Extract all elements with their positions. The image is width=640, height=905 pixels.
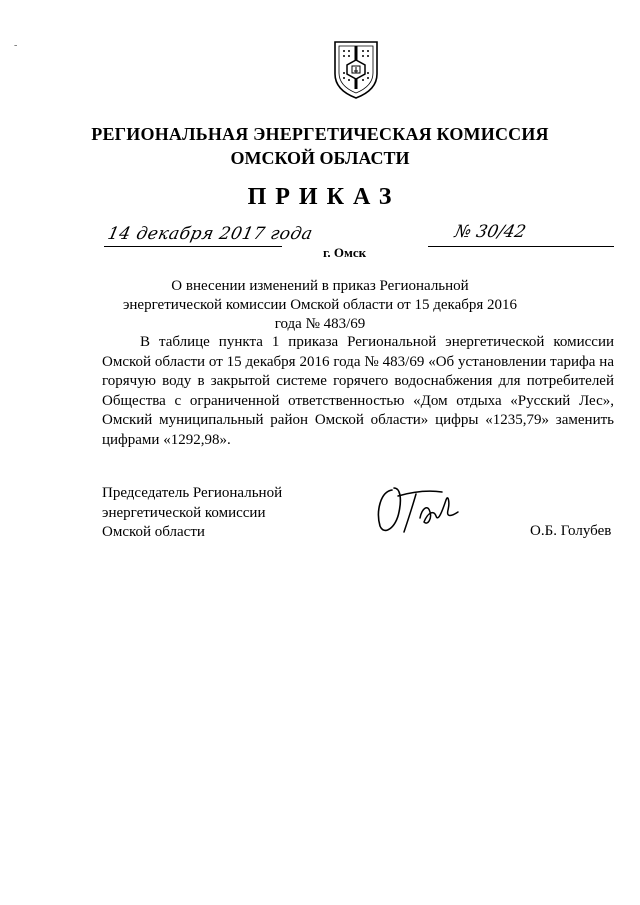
organization-name-line2: ОМСКОЙ ОБЛАСТИ — [230, 148, 410, 168]
corner-mark: - — [14, 40, 18, 51]
handwritten-number: № 30/42 — [452, 222, 528, 242]
handwritten-signature — [372, 482, 472, 538]
organization-name-line1: РЕГИОНАЛЬНАЯ ЭНЕРГЕТИЧЕСКАЯ КОМИССИЯ — [91, 124, 549, 144]
signer-title — [102, 484, 282, 543]
signer-name: О.Б. Голубев — [530, 523, 612, 539]
signer-title-line: энергетической комиссии — [102, 504, 266, 521]
order-body-text: В таблице пункта 1 приказа Региональной энергетической комиссии Омской области от 15 декабря 2016 года № 483/69 «Об установлении тарифа на горячую воду в закрытой системе горячего водоснабжения для потребителей Общества с ограниченной ответственностью «Дом отдыха «Русский Лес», Омский муниципальный район Омской области» цифры «1235,79» заменить цифрами «1292,98». — [102, 334, 614, 448]
signer-title-line: Председатель Региональной — [102, 485, 283, 501]
document-type-title: ПРИКАЗ — [247, 184, 401, 210]
city-label: г. Омск — [323, 245, 367, 260]
coat-of-arms-icon — [331, 40, 381, 100]
handwritten-date: 14 декабря 2017 года — [105, 224, 315, 244]
signer-title-line: Омской области — [102, 524, 205, 540]
order-subject: О внесении изменений в приказ Региональной энергетической комиссии Омской области от 15 декабря 2016 года № 483/69 — [122, 278, 518, 332]
